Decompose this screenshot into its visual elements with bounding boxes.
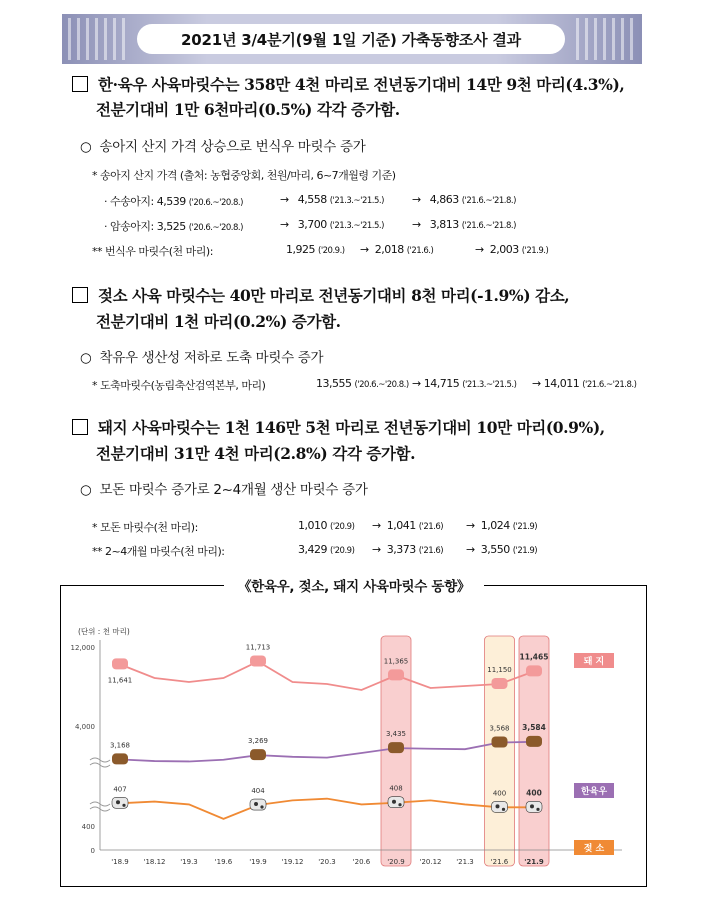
legend-label: 젖 소 [583,844,605,854]
pig-icon [526,665,542,676]
x-tick-label: '18.9 [111,858,129,866]
checkbox-square-icon [72,419,88,435]
banner-decoration [576,18,636,60]
data-label: 3,568 [489,724,510,733]
x-tick-label: '19.12 [281,858,304,866]
dairy-cow-icon [388,797,404,808]
data-label: 3,584 [522,722,546,732]
pig-icon [388,669,404,680]
detail-row: 13,555 ('20.6.~'20.8.) [316,377,409,390]
cow-icon [112,753,128,764]
section-heading-cont: 전분기대비 1만 6천마리(0.5%) 각각 증가함. [96,100,400,119]
series-line [120,799,534,819]
pig-icon [112,658,128,669]
bullet-text: ○ 모돈 마릿수 증가로 2~4개월 생산 마릿수 증가 [80,482,368,498]
x-tick-label: '19.3 [180,858,198,866]
data-label: 11,365 [383,657,409,666]
detail-row: → 4,558 ('21.3.~'21.5.) [280,193,384,206]
x-tick-label: '19.6 [214,858,233,866]
pig-icon [250,655,266,666]
section-heading: 젖소 사육 마릿수는 40만 마리로 전년동기대비 8천 마리(-1.9%) 감소, [72,285,569,307]
dairy-cow-icon [112,797,128,808]
legend-label: 돼 지 [583,657,605,667]
data-label: 407 [113,785,127,794]
y-tick-label: 4,000 [74,723,95,731]
y-tick-label: 0 [90,847,95,855]
x-tick-label: '21.3 [456,858,474,866]
dairy-cow-icon [492,801,508,812]
pig-icon [492,678,508,689]
data-label: 11,465 [519,652,549,662]
detail-row: 3,429 ('20.9) [298,543,355,556]
dairy-cow-spot [502,808,505,811]
data-label: 3,168 [109,741,131,750]
dairy-cow-icon [250,799,266,810]
x-tick-label: '19.9 [249,858,267,866]
detail-row: → 1,041 ('21.6) [372,519,444,532]
x-tick-label: '21.6 [490,858,509,866]
series-line [120,742,534,762]
section-heading: 한·육우 사육마릿수는 358만 4천 마리로 전년동기대비 14만 9천 마리(4.3%), [72,74,624,96]
note-text: ** 번식우 마릿수(천 마리): [92,245,213,258]
data-label: 3,269 [247,737,269,746]
section-heading-cont: 전분기대비 1천 마리(0.2%) 증가함. [96,312,341,331]
chart-title: 《한육우, 젖소, 돼지 사육마릿수 동향》 [60,575,648,595]
x-tick-label: '21.9 [524,858,544,866]
detail-row: → 3,813 ('21.6.~'21.8.) [412,218,516,231]
note-text: ** 2~4개월 마릿수(천 마리): [92,545,225,558]
data-label: 11,150 [487,666,512,674]
data-label: 11,641 [107,676,133,685]
x-tick-label: '20.3 [318,858,336,866]
note-text: * 도축마릿수(농림축산검역본부, 마리) [92,379,266,392]
section-heading-cont: 전분기대비 31만 4천 마리(2.8%) 각각 증가함. [96,444,416,463]
detail-row: → 14,715 ('21.3.~'21.5.) [412,377,517,390]
series-line [120,661,534,690]
x-tick-label: '20.9 [387,858,405,866]
note-text: * 모돈 마릿수(천 마리): [92,521,198,534]
dairy-cow-spot [392,800,396,804]
banner-decoration [68,18,128,60]
page-title: 2021년 3/4분기(9월 1일 기준) 가축동향조사 결과 [137,24,565,54]
bullet-text: ○ 송아지 산지 가격 상승으로 번식우 마릿수 증가 [80,139,366,155]
title-banner [62,14,642,64]
checkbox-square-icon [72,287,88,303]
line-chart [62,600,644,882]
detail-row: → 2,003 ('21.9.) [475,243,549,256]
y-tick-label: 400 [81,823,95,831]
data-label: 408 [389,784,403,793]
unit-label: (단위 : 천 마리) [78,627,130,636]
data-label: 400 [526,788,542,798]
detail-row: → 2,018 ('21.6.) [360,243,434,256]
cow-icon [388,742,404,753]
legend-label: 한육우 [580,787,608,797]
detail-row: 1,010 ('20.9) [298,519,355,532]
dairy-cow-icon [526,801,542,812]
data-label: 3,435 [385,730,407,739]
detail-row: · 암송아지: 3,525 ('20.6.~'20.8.) [104,220,243,233]
note-text: * 송아지 산지 가격 (출처: 농협중앙회, 천원/마리, 6~7개월령 기준) [92,169,396,182]
dairy-cow-spot [398,803,401,806]
dairy-cow-spot [496,804,500,808]
detail-row: 1,925 ('20.9.) [286,243,345,256]
y-tick-label: 12,000 [70,644,95,652]
dairy-cow-spot [260,805,263,808]
bullet-text: ○ 착유우 생산성 저하로 도축 마릿수 증가 [80,350,324,366]
dairy-cow-spot [116,800,120,804]
detail-row: → 3,700 ('21.3.~'21.5.) [280,218,384,231]
dairy-cow-spot [530,804,534,808]
x-tick-label: '20.6 [352,858,371,866]
x-tick-label: '20.12 [419,858,442,866]
detail-row: → 14,011 ('21.6.~'21.8.) [532,377,637,390]
data-label: 11,713 [245,643,271,652]
detail-row: → 4,863 ('21.6.~'21.8.) [412,193,516,206]
dairy-cow-spot [254,802,258,806]
detail-row: → 1,024 ('21.9) [466,519,538,532]
detail-row: · 수송아지: 4,539 ('20.6.~'20.8.) [104,195,243,208]
detail-row: → 3,550 ('21.9) [466,543,538,556]
section-heading: 돼지 사육마릿수는 1천 146만 5천 마리로 전년동기대비 10만 마리(0.9%), [72,417,605,439]
cow-icon [250,749,266,760]
x-tick-label: '18.12 [143,858,166,866]
detail-row: → 3,373 ('21.6) [372,543,444,556]
checkbox-square-icon [72,76,88,92]
dairy-cow-spot [536,808,539,811]
data-label: 400 [492,789,507,798]
cow-icon [492,737,508,748]
dairy-cow-spot [122,804,125,807]
data-label: 404 [251,787,265,796]
cow-icon [526,736,542,747]
